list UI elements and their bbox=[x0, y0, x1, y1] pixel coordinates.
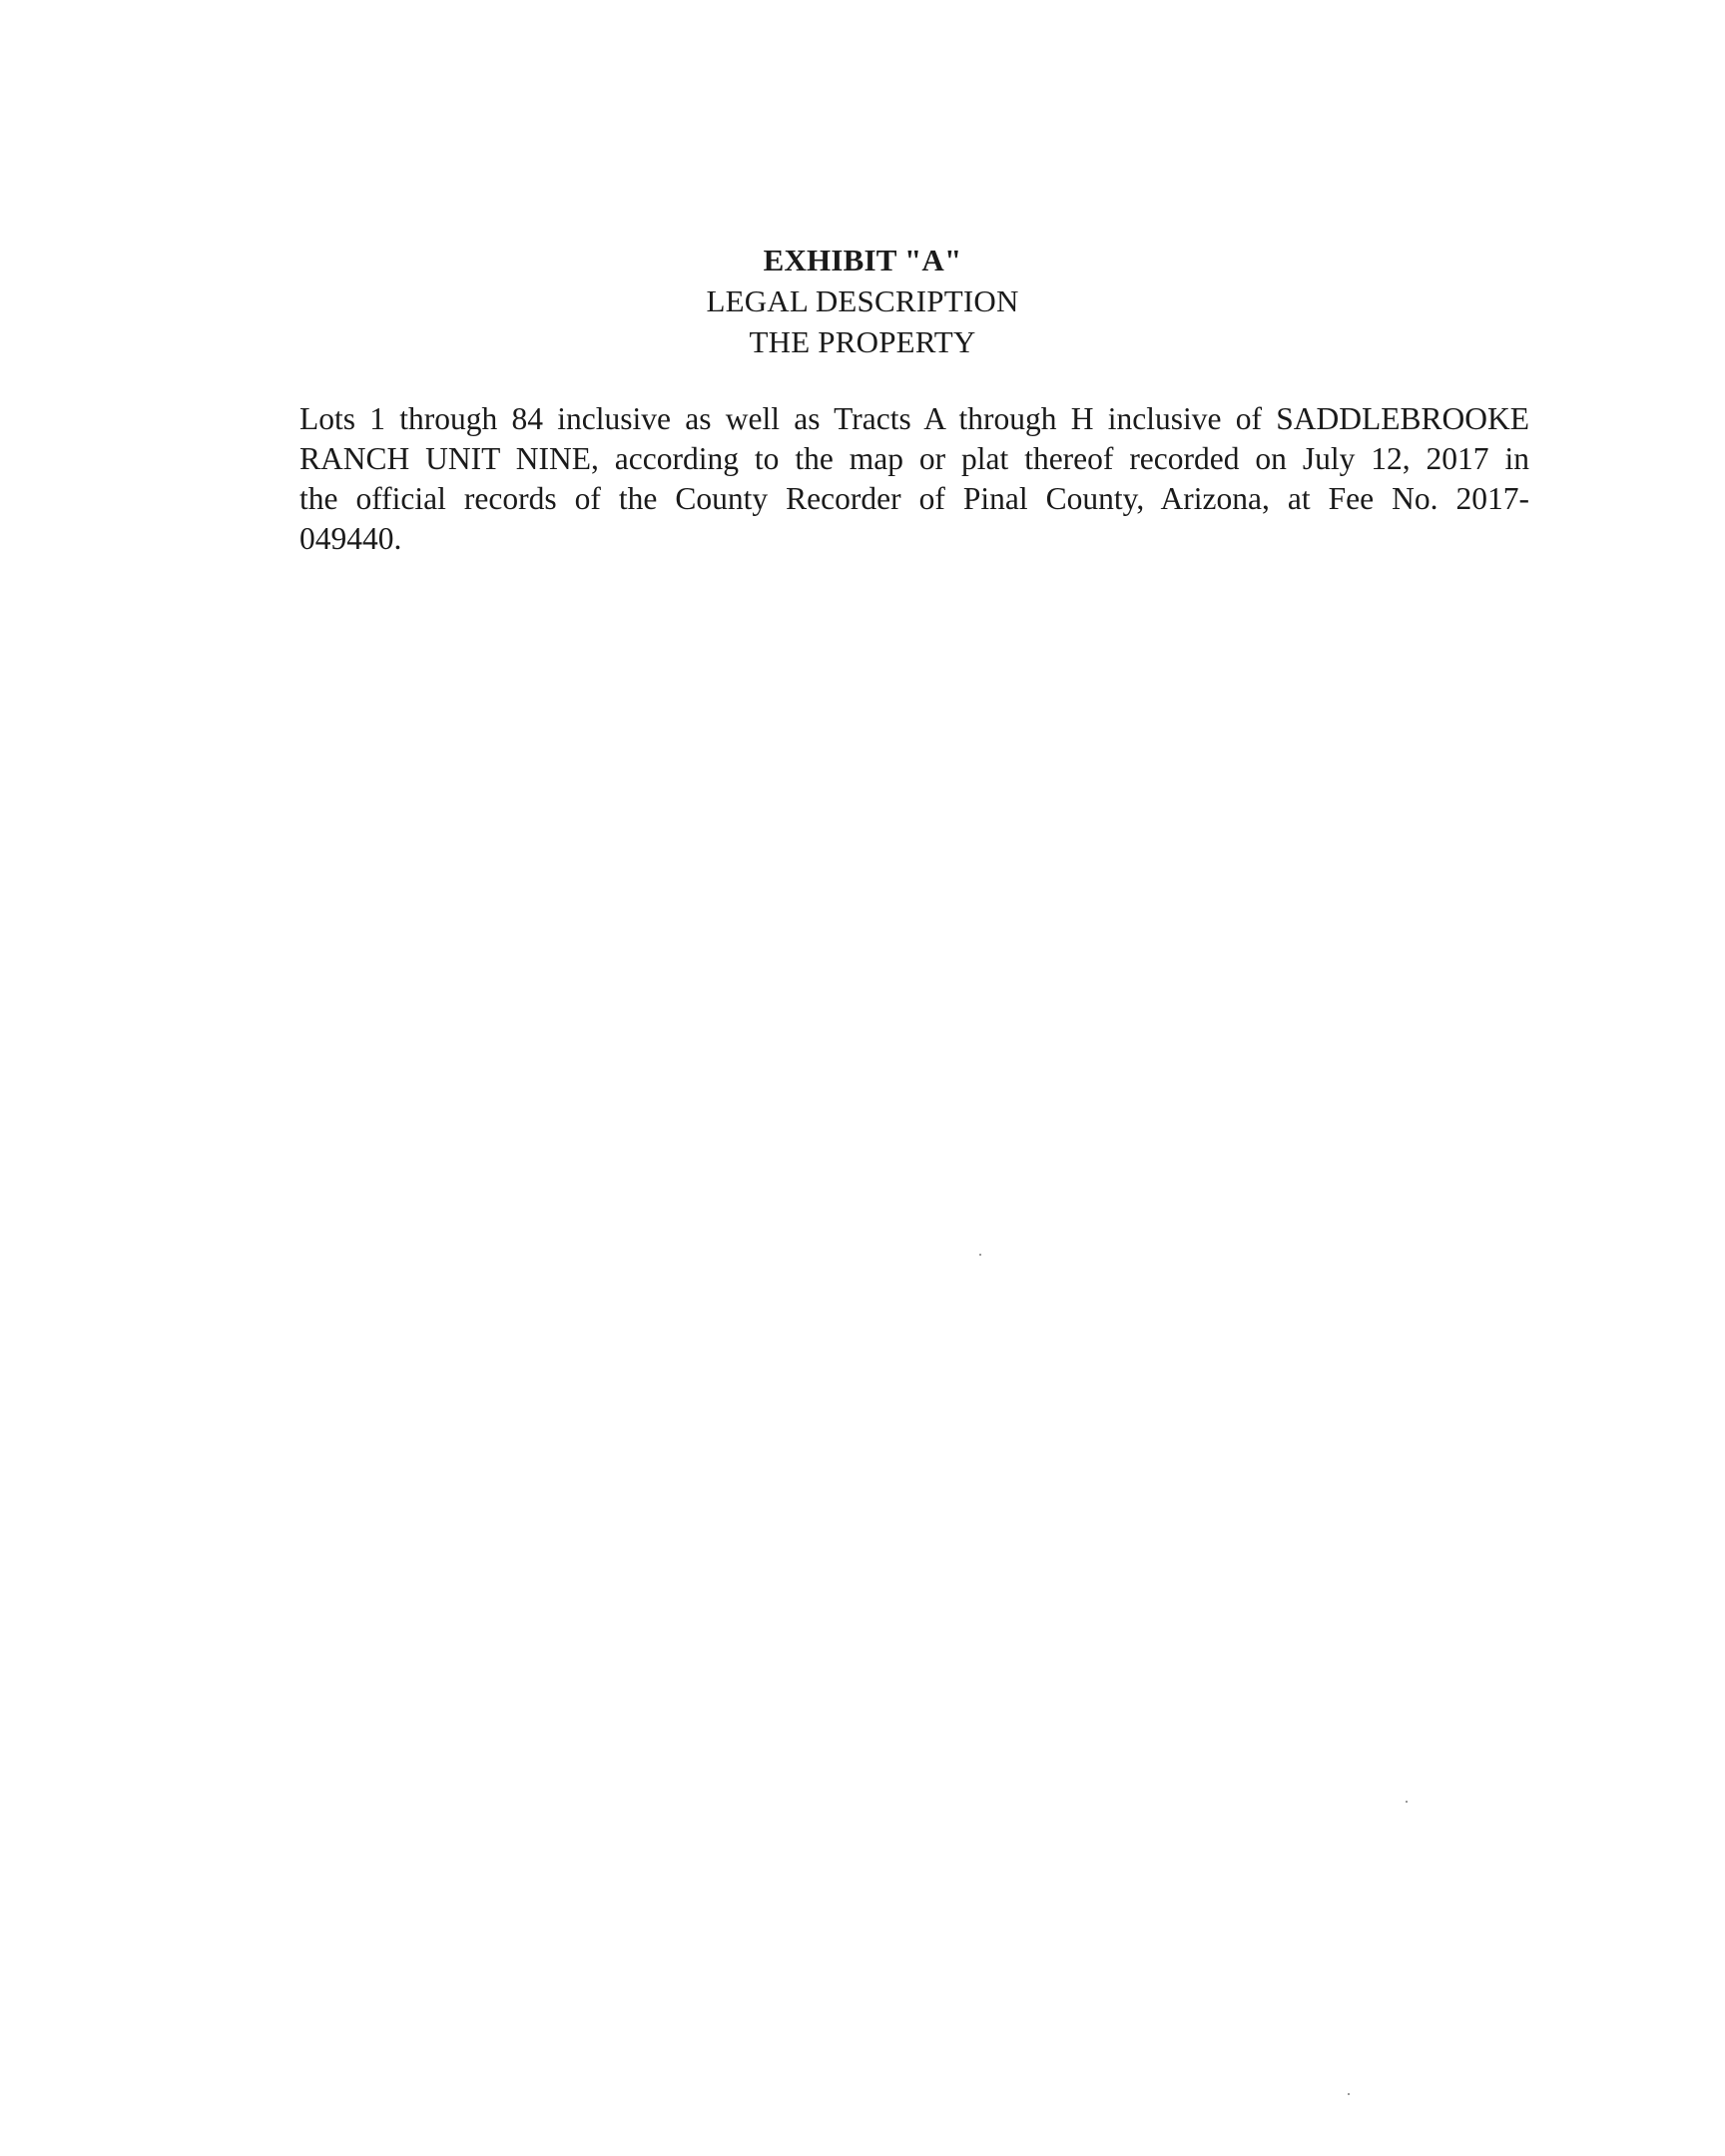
paragraph-line: the official records of the County Recorder of Pinal County, Arizona, at Fee No. 2017- bbox=[299, 481, 1529, 516]
paragraph-line: 049440. bbox=[299, 521, 402, 556]
scan-speck bbox=[1348, 2093, 1350, 2095]
legal-description-heading: LEGAL DESCRIPTION bbox=[706, 283, 1019, 318]
the-property-heading: THE PROPERTY bbox=[749, 324, 976, 359]
scan-speck bbox=[1406, 1801, 1408, 1803]
scan-speck bbox=[979, 1254, 981, 1256]
exhibit-title: EXHIBIT "A" bbox=[763, 243, 962, 277]
legal-description-paragraph bbox=[299, 399, 1529, 559]
paragraph-line: RANCH UNIT NINE, according to the map or plat thereof recorded on July 12, 2017 in bbox=[299, 441, 1529, 476]
paragraph-line: Lots 1 through 84 inclusive as well as Tracts A through H inclusive of SADDLEBROOKE bbox=[299, 401, 1529, 436]
exhibit-heading bbox=[0, 240, 1725, 362]
